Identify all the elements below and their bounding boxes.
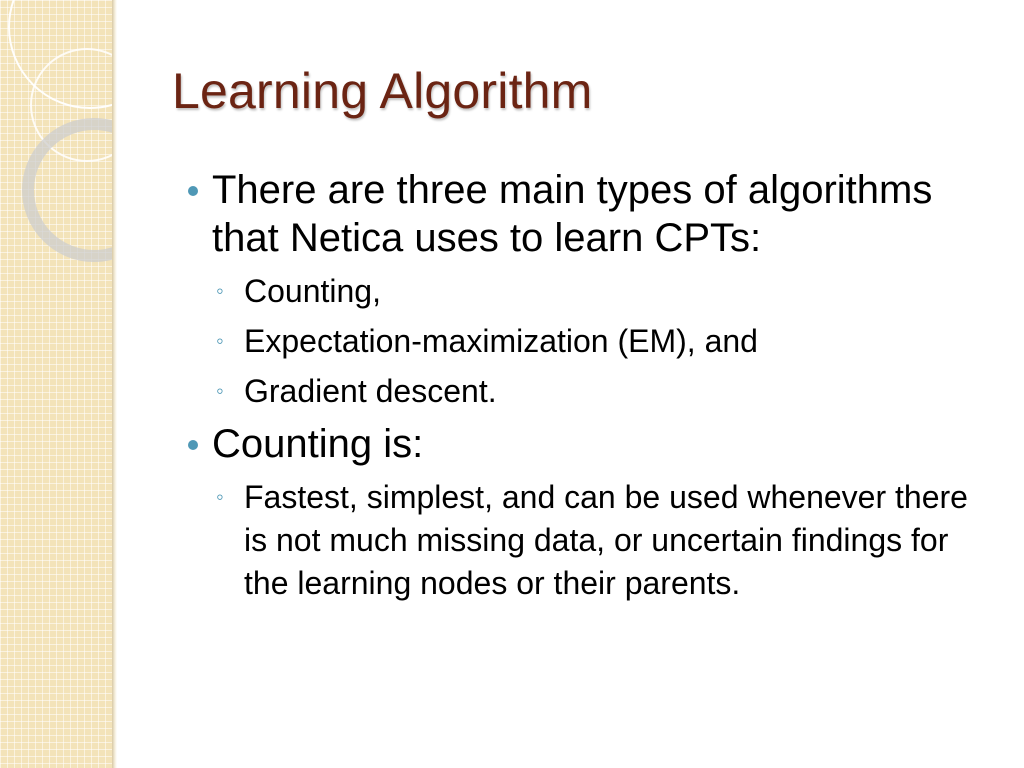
filled-circle-bullet-icon bbox=[188, 440, 198, 450]
hollow-circle-bullet-icon: ◦ bbox=[216, 484, 224, 509]
hollow-circle-bullet-icon: ◦ bbox=[216, 278, 224, 303]
sub-bullet-text: Fastest, simplest, and can be used whenever there is not much missing data, or uncertain findings for the learning nodes or their parents. bbox=[244, 479, 968, 601]
bullet-item bbox=[184, 166, 994, 262]
slide-body bbox=[184, 166, 994, 612]
sub-bullet-text: Expectation-maximization (EM), and bbox=[244, 323, 758, 359]
side-panel-edge bbox=[112, 0, 117, 768]
sub-bullet-item bbox=[184, 476, 994, 605]
hollow-circle-bullet-icon: ◦ bbox=[216, 378, 224, 403]
sub-bullet-text: Gradient descent. bbox=[244, 373, 497, 409]
bullet-item bbox=[184, 420, 994, 468]
decorative-side-panel bbox=[0, 0, 112, 768]
hollow-circle-bullet-icon: ◦ bbox=[216, 328, 224, 353]
bullet-text: Counting is: bbox=[212, 422, 424, 466]
sub-bullet-item bbox=[184, 320, 994, 363]
sub-bullet-text: Counting, bbox=[244, 273, 381, 309]
sub-bullet-item bbox=[184, 270, 994, 313]
filled-circle-bullet-icon bbox=[188, 186, 198, 196]
slide-title: Learning Algorithm bbox=[172, 63, 593, 119]
bullet-text: There are three main types of algorithms that Netica uses to learn CPTs: bbox=[212, 168, 933, 260]
sub-bullet-item bbox=[184, 370, 994, 413]
decorative-ring bbox=[22, 118, 112, 262]
